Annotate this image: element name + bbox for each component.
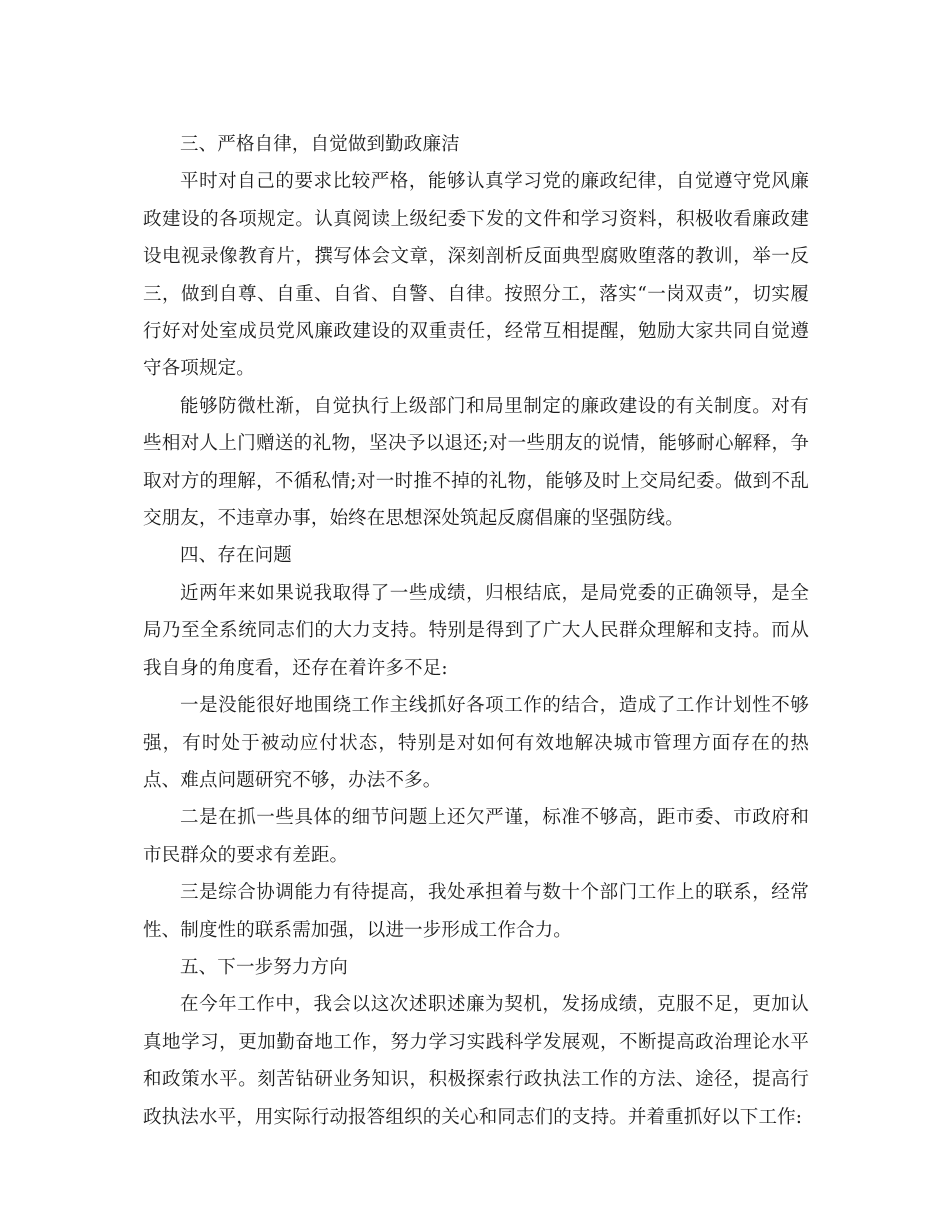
paragraph: 能够防微杜渐，自觉执行上级部门和局里制定的廉政建设的有关制度。对有些相对人上门赠送的礼物，坚决予以退还;对一些朋友的说情，能够耐心解释，争取对方的理解，不循私情;对一时推不掉的礼物，能够及时上交局纪委。做到不乱交朋友，不违章办事，始终在思想深处筑起反腐倡廉的坚强防线。 <box>143 395 809 530</box>
paragraph: 近两年来如果说我取得了一些成绩，归根结底，是局党委的正确领导，是全局乃至全系统同志们的大力支持。特别是得到了广大人民群众理解和支持。而从我自身的角度看，还存在着许多不足: <box>143 582 809 679</box>
paragraph: 三是综合协调能力有待提高，我处承担着与数十个部门工作上的联系，经常性、制度性的联系需加强，以进一步形成工作合力。 <box>143 882 809 941</box>
paragraph: 在今年工作中，我会以这次述职述廉为契机，发扬成绩，克服不足，更加认真地学习，更加勤奋地工作，努力学习实践科学发展观，不断提高政治理论水平和政策水平。刻苦钻研业务知识，积极探索行政执法工作的方法、途径，提高行政执法水平，用实际行动报答组织的关心和同志们的支持。并着重抓好以下工作: <box>143 994 809 1128</box>
paragraph: 一是没能很好地围绕工作主线抓好各项工作的结合，造成了工作计划性不够强，有时处于被动应付状态，特别是对如何有效地解决城市管理方面存在的热点、难点问题研究不够，办法不多。 <box>143 695 809 791</box>
section-heading-3: 三、严格自律，自觉做到勤政廉洁 <box>180 134 460 155</box>
section-heading-5: 五、下一步努力方向 <box>180 956 348 978</box>
section-heading-4: 四、存在问题 <box>180 545 292 567</box>
paragraph: 平时对自己的要求比较严格，能够认真学习党的廉政纪律，自觉遵守党风廉政建设的各项规定。认真阅读上级纪委下发的文件和学习资料，积极收看廉政建设电视录像教育片，撰写体会文章，深刻剖析反面典型腐败堕落的教训，举一反三，做到自尊、自重、自省、自警、自律。按照分工，落实“一岗双责”，切实履行好对处室成员党风廉政建设的双重责任，经常互相提醒，勉励大家共同自觉遵守各项规定。 <box>143 171 809 380</box>
paragraph: 二是在抓一些具体的细节问题上还欠严谨，标准不够高，距市委、市政府和市民群众的要求有差距。 <box>143 807 809 866</box>
document-body <box>143 126 809 1136</box>
